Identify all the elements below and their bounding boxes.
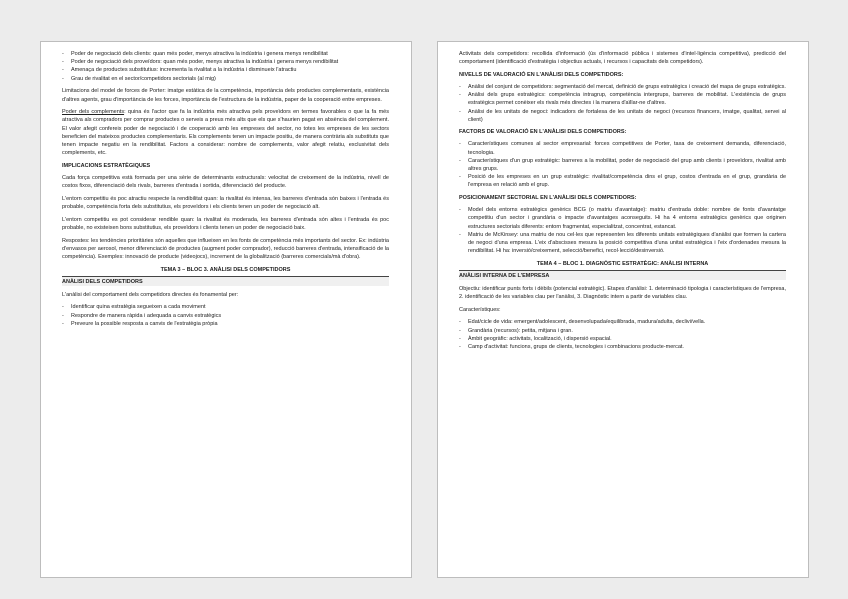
list-item: - Característiques d'un grup estratègic: barreres a la mobilitat, poder de negociació del grup amb clients i proveïdors, rivalitat amb altres grups. [459, 157, 786, 173]
paragraph-objective: Objectiu: identificar punts forts i dèbils (potencial estratègic). Etapes d'anàlisi: 1. determinació tipologia i característiques de l'empresa, 2. identificació de les variables clau per l'anàlisi, 3. Diagnòstic intern a partir de variables clau. [459, 285, 786, 301]
document-page-left [40, 41, 412, 578]
list-item: - Poder de negociació dels clients: quan més poder, menys atractiva la indústria i genera menys rendibilitat [62, 50, 389, 58]
list-item: - Identificar quina estratègia segueixen a cada moviment [62, 303, 389, 311]
paragraph-implications-4: Respostes: les tendències prioritàries són aquelles que influeixen en les fonts de competència més importants del sector. Ex: indústria d'envasos per aerosol, menor diferenciació de productes (augment poder comprador), reducció barreres d'entrada, intensificació de la competència). Exemples: innovació de producte (videojocs), increment de la globalització (barreres comercials/mà d'obra). [62, 237, 389, 261]
theme-4-title: TEMA 4 – BLOC 1. DIAGNÒSTIC ESTRATÈGIC: ANÀLISI INTERNA [536, 260, 709, 267]
list-item: - Poder de negociació dels proveïdors: quan més poder, menys atractiva la indústria i genera menys rendibilitat [62, 58, 389, 66]
paragraph-implications-2: L'entorn competitiu és poc atractiu respecte la rendibilitat quan: la rivalitat és intensa, les barreres d'entrada són baixes i l'entrada és probable, competència forta dels substitutius, els proveïdors i els clients tenen un poder de negociació alt. [62, 195, 389, 211]
section-competitors: ANÀLISI DELS COMPETIDORS [62, 276, 389, 286]
bullet-list-factors [459, 140, 786, 189]
list-item: - Anàlisi dels grups estratègics: competència intragrup, competència intergrups, barreres de mobilitat. L'existència de grups estratègics permet conèixer els rivals més directes i la manera d'aïllar-ne d'altres. [459, 91, 786, 107]
list-item: - Anàlisi de les unitats de negoci: indicadors de fortalesa de les unitats de negoci (recursos financers, imatge, qualitat, servei al client) [459, 108, 786, 124]
heading-positioning: POSICIONAMENT SECTORIAL EN L'ANÀLISI DELS COMPETIDORS: [459, 195, 637, 202]
paragraph-activity: Activitats dels competidors: recollida d'informació (ús d'informació pública i sistemes d'intel·ligència competitiva), predicció del comportament (identificació d'estratègia i objectius actuals, i recursos i capacitats dels competidors). [459, 51, 786, 66]
bullet-list-characteristics [459, 318, 786, 351]
list-item: - Preveure la possible resposta a canvis de l'estratègia pròpia [62, 320, 389, 328]
list-item: - Model dels entorns estratègics genèrics BCG (o matriu d'avantatge): matriu d'entrada doble: nombre de fonts d'avantatge competitiu d'un sector i grandària o impacte d'avantatges aconseguits. Hi ha 4 entorns estratègics genèrics que originen estructures sectorials diferents: entorn fragmentat, especialitzat, concentrat, estancat. [459, 206, 786, 231]
bullet-list-competitors [62, 303, 389, 328]
heading-factors: FACTORS DE VALORACIÓ EN L'ANÀLISI DELS COMPETIDORS: [459, 129, 627, 136]
paragraph-implications-3: L'entorn competitiu es pot considerar rendible quan: la rivalitat és moderada, les barreres d'entrada són altes i l'entrada és poc probable, no existeixen bons substitutius, els proveïdors i clients tenen un poder de negociació baix. [62, 216, 389, 231]
list-item: - Matriu de McKinsey: una matriu de nou cel·les que representen les diferents unitats estratègiques d'anàlisi que formen la cartera de negoci d'una empresa. L'eix d'abscisses mesura la posició competitiva d'una unitat estratègica i l'eix d'ordenades mesura la rendibilitat. Hi ha: inversió/creixement, selecció/benefici, recol·lecció/desinversió. [459, 231, 786, 256]
section-internal-analysis: ANÀLISI INTERNA DE L'EMPRESA [459, 270, 786, 280]
complements-label: Poder dels complements [62, 109, 125, 116]
list-item: - Posició de les empreses en un grup estratègic: rivalitat/competència dins el grup, costos d'entrada en el grup, grandària de l'empresa en relació amb el grup. [459, 173, 786, 189]
bullet-list-porter-forces [62, 50, 389, 83]
list-item: - Àmbit geogràfic: activitats, localització, i dispersió espacial. [459, 335, 786, 343]
paragraph-competitors: L'anàlisi del comportament dels competidors directes és fonamental per: [62, 291, 239, 298]
list-item: - Característiques comunes al sector empresarial: forces competitives de Porter, taxa de creixement demanda, diferenciació, tecnologia. [459, 140, 786, 156]
paragraph-complements [62, 108, 389, 157]
theme-3-title: TEMA 3 – BLOC 3. ANÀLISI DELS COMPETIDORS [160, 266, 291, 273]
bullet-list-positioning [459, 206, 786, 255]
list-item: - Camp d'activitat: funcions, grups de clients, tecnologies i combinacions producte-mercat. [459, 343, 786, 351]
bullet-list-levels [459, 83, 786, 124]
document-page-right [437, 41, 809, 578]
list-item: - Respondre de manera ràpida i adequada a canvis estratègics [62, 312, 389, 320]
list-item: - Anàlisi del conjunt de competidors: segmentació del mercat, definició de grups estratègics i creació del mapa de grups estratègics. [459, 83, 786, 91]
heading-levels: NIVELLS DE VALORACIÓ EN L'ANÀLISI DELS COMPETIDORS: [459, 71, 624, 78]
paragraph-characteristics: Característiques: [459, 306, 501, 313]
complements-text: : quina és l'actor que fa la indústria més atractiva pels proveïdors en termes favorables o que la fa més atractiva als compradors per comprar productes o serveis a preus més alts que els que s'haurien pagat en absència del complement. El valor afegit confereix poder de negociació i de cooperació amb les empreses del sector, no totes les empreses de les sectors beneficien del mateixos productes complementaris. Els complements tenen un impacte positiu, de manera contrària als substituts que tenen impacte negatiu en la rendibilitat. Factors a considerar: nombre de complements, valor afegit relatiu, exclusivitat dels complements, etc. [62, 109, 389, 157]
paragraph-implications-1: Cada força competitiva està formada per una sèrie de determinants estructurals: velocitat de creixement de la indústria, nivell de costos fixos, diferenciació dels rivals, barreres d'entrada i sortida, diferenciació del producte. [62, 174, 389, 190]
list-item: - Grau de rivalitat en el sector/competidors sectorials (al mig) [62, 75, 389, 83]
list-item: - Amenaça de productes substitutius: incrementa la rivalitat a la indústria i disminueix l'atractiu [62, 66, 389, 74]
paragraph-limitations: Limitacions del model de forces de Porter: imatge estàtica de la competència, importància dels productes complementaris, existència d'altres agents, grau d'importància de les forces, importància de l'estructura de la indústria, paper de la cooperació entre empreses. [62, 88, 389, 103]
heading-implications: IMPLICACIONS ESTRATÈGIQUES [62, 162, 151, 169]
list-item: - Grandària (recursos): petita, mitjana i gran. [459, 327, 786, 335]
list-item: - Edat/cicle de vida: emergent/adolescent, desenvolupada/equilibrada, madura/adulta, declivi/vella. [459, 318, 786, 326]
